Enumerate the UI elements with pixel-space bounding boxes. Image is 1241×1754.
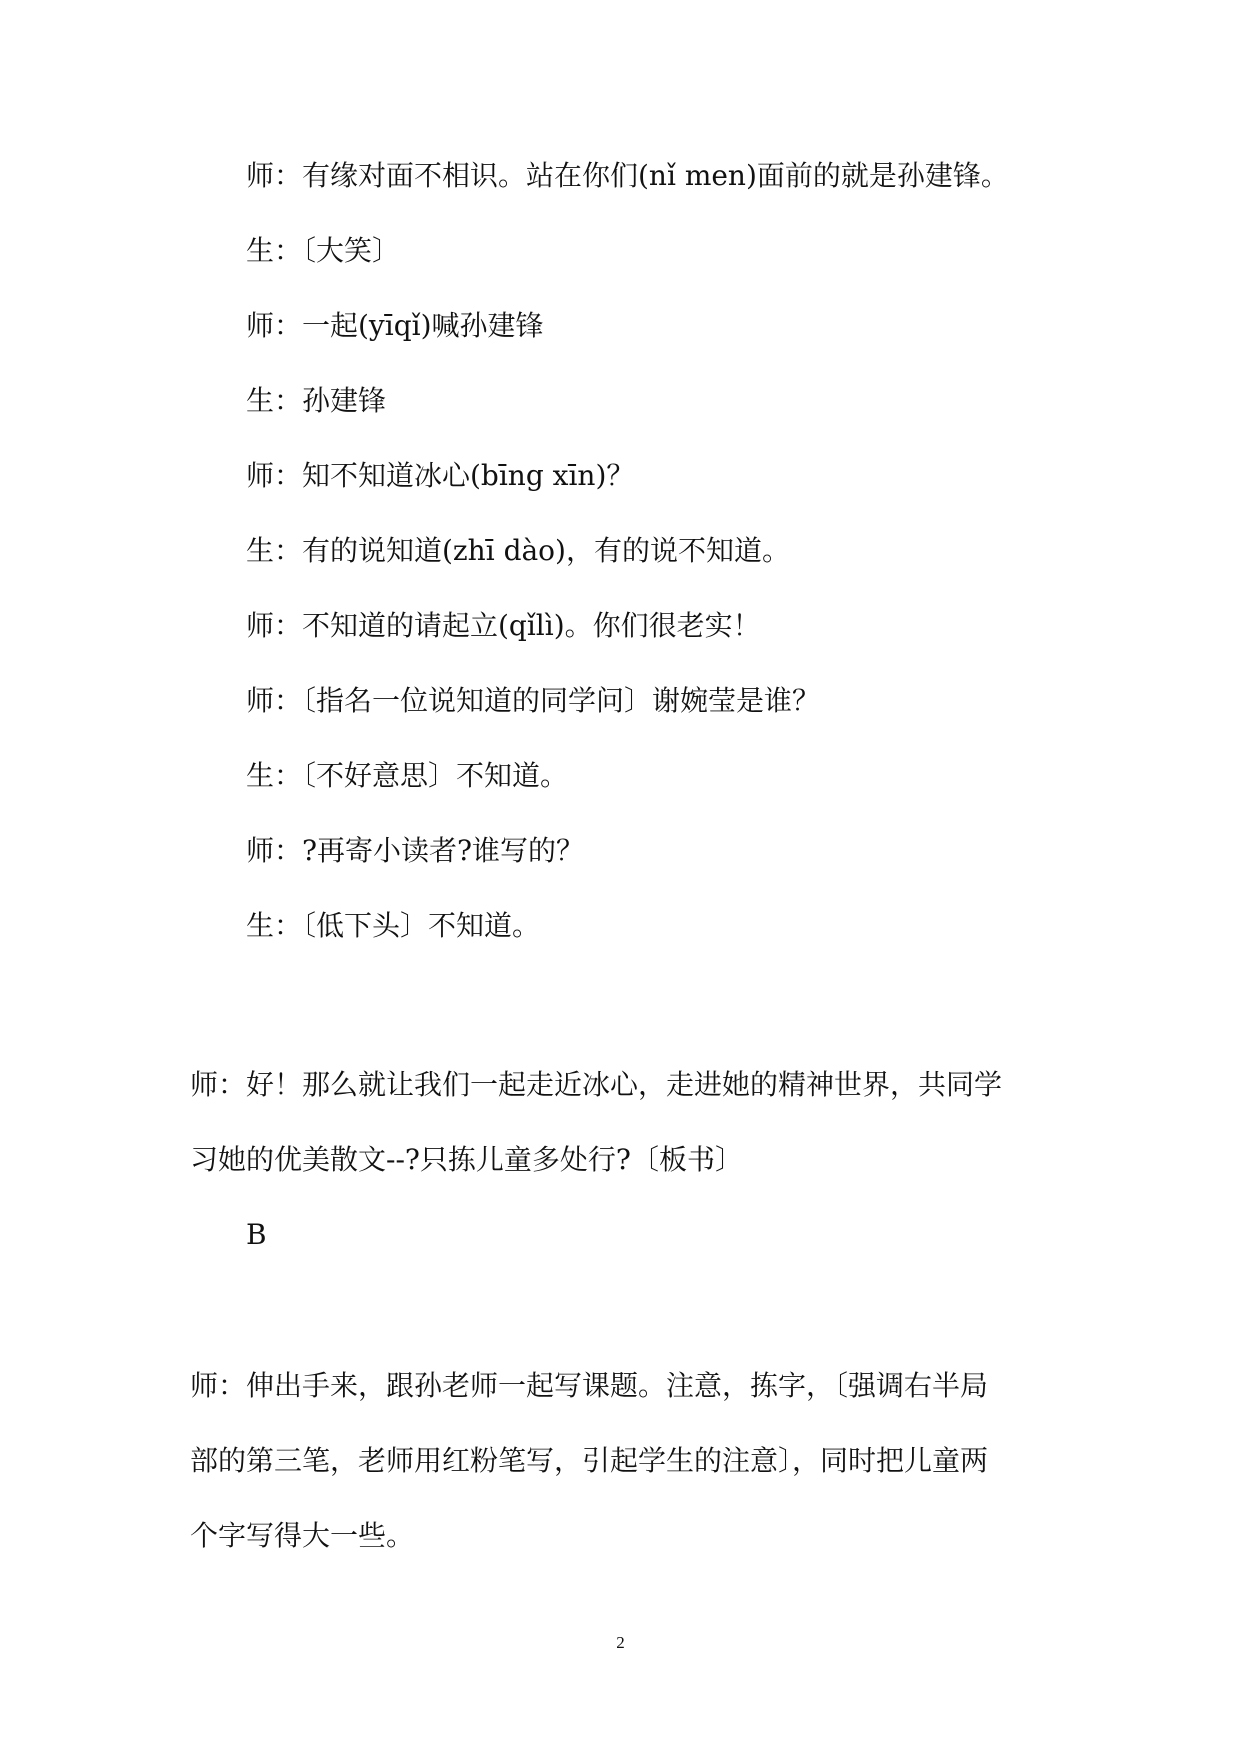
paragraph-line: 师：伸出手来，跟孙老师一起写课题。注意，拣字，〔强调右半局 xyxy=(190,1369,989,1402)
dialogue-line: 生：孙建锋 xyxy=(246,384,387,417)
dialogue-line: 生：有的说知道(zhī dào)，有的说不知道。 xyxy=(246,534,790,567)
paragraph-line: 师：好！那么就让我们一起走近冰心，走进她的精神世界，共同学 xyxy=(190,1068,1003,1101)
paragraph-line: 个字写得大一些。 xyxy=(190,1519,415,1552)
dialogue-line: 生：〔低下头〕不知道。 xyxy=(246,909,541,942)
dialogue-line: 师：不知道的请起立(qǐlì)。你们很老实！ xyxy=(246,609,761,642)
paragraph-line: 部的第三笔，老师用红粉笔写，引起学生的注意〕，同时把儿童两 xyxy=(190,1444,989,1477)
dialogue-line: 师：知不知道冰心(bīng xīn)？ xyxy=(246,459,635,492)
page-number: 2 xyxy=(616,1633,625,1652)
dialogue-line: 师：有缘对面不相识。站在你们(nǐ men)面前的就是孙建锋。 xyxy=(246,159,1009,192)
dialogue-line: 师：?再寄小读者?谁写的？ xyxy=(246,834,585,867)
dialogue-line: 生：〔不好意思〕不知道。 xyxy=(246,759,569,792)
paragraph-line: 习她的优美散文--?只拣儿童多处行?〔板书〕 xyxy=(190,1143,743,1176)
section-marker: B xyxy=(246,1218,267,1251)
dialogue-line: 师：一起(yīqǐ)喊孙建锋 xyxy=(246,309,544,342)
dialogue-line: 师：〔指名一位说知道的同学问〕谢婉莹是谁？ xyxy=(246,684,821,717)
dialogue-line: 生：〔大笑〕 xyxy=(246,234,401,267)
